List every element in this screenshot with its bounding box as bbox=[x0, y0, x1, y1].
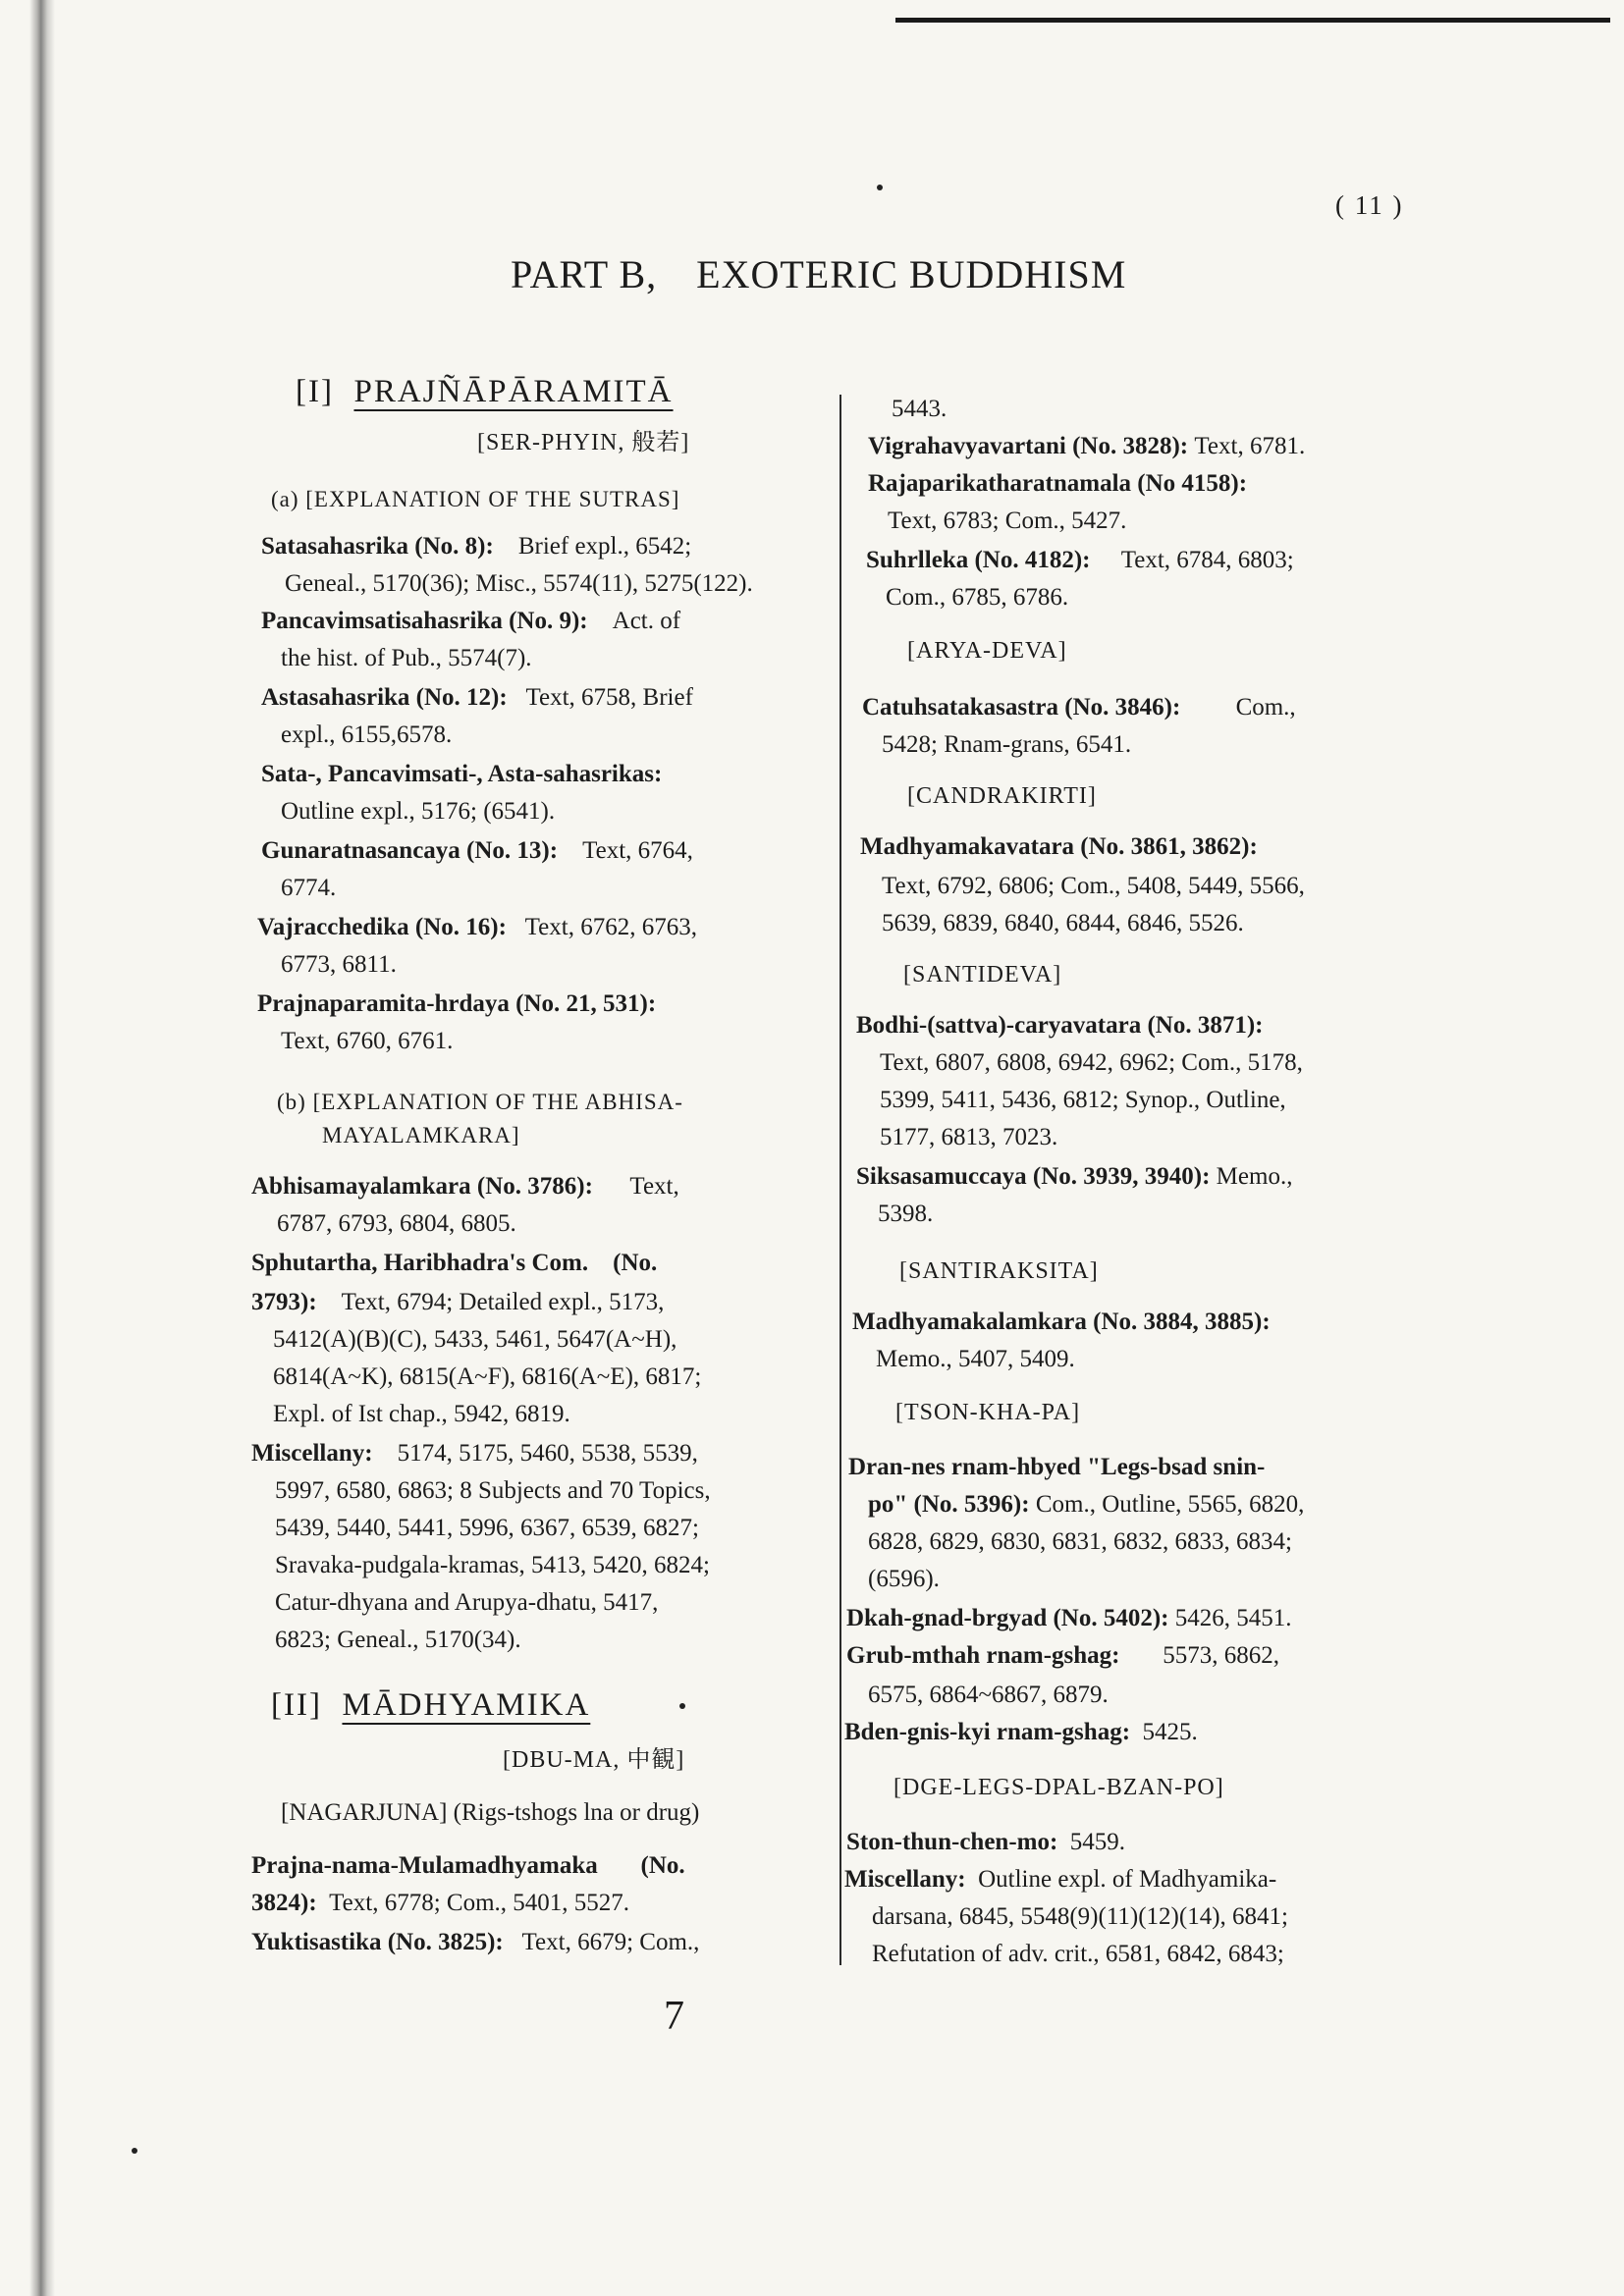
ink-speck bbox=[132, 2148, 137, 2154]
title-name: EXOTERIC BUDDHISM bbox=[696, 252, 1127, 296]
author-heading: [NAGARJUNA] (Rigs-tshogs lna or drug) bbox=[281, 1799, 700, 1826]
entry-line: 5177, 6813, 7023. bbox=[880, 1124, 1058, 1150]
entry-line: 6575, 6864~6867, 6879. bbox=[868, 1682, 1109, 1708]
entry-line: Refutation of adv. crit., 6581, 6842, 6843; bbox=[872, 1941, 1284, 1967]
entry-line: 5443. bbox=[892, 396, 947, 422]
ink-speck bbox=[877, 185, 883, 190]
entry-line: 5997, 6580, 6863; 8 Subjects and 70 Topics, bbox=[275, 1477, 711, 1504]
entry-line: Vajracchedika (No. 16): Text, 6762, 6763, bbox=[257, 914, 697, 940]
entry-line: 5639, 6839, 6840, 6844, 6846, 5526. bbox=[882, 910, 1244, 936]
author-heading: [SANTIRAKSITA] bbox=[899, 1258, 1099, 1284]
entry-line: Bodhi-(sattva)-caryavatara (No. 3871): bbox=[856, 1012, 1264, 1039]
entry-line: Catur-dhyana and Arupya-dhatu, 5417, bbox=[275, 1589, 659, 1616]
entry-line: Memo., 5407, 5409. bbox=[876, 1346, 1075, 1372]
entry-line: Vigrahavyavartani (No. 3828): Text, 6781. bbox=[868, 433, 1306, 459]
entry-line: Miscellany: 5174, 5175, 5460, 5538, 5539, bbox=[251, 1440, 698, 1467]
entry-line: Catuhsatakasastra (No. 3846): Com., bbox=[862, 694, 1296, 721]
author-heading: [SANTIDEVA] bbox=[903, 962, 1062, 988]
entry-line: Text, 6760, 6761. bbox=[281, 1028, 454, 1054]
entry-line: Satasahasrika (No. 8): Brief expl., 6542; bbox=[261, 533, 692, 560]
entry-line: Dkah-gnad-brgyad (No. 5402): 5426, 5451. bbox=[846, 1605, 1292, 1631]
top-rule bbox=[895, 18, 1610, 23]
entry-line: Text, 6783; Com., 5427. bbox=[888, 507, 1127, 534]
entry-line: Pancavimsatisahasrika (No. 9): Act. of bbox=[261, 608, 681, 634]
page-number: ( 11 ) bbox=[1335, 190, 1404, 220]
entry-line: Grub-mthah rnam-gshag: 5573, 6862, bbox=[846, 1642, 1279, 1669]
entry-line: Sphutartha, Haribhadra's Com. (No. bbox=[251, 1250, 658, 1276]
entry-line: Outline expl., 5176; (6541). bbox=[281, 798, 556, 825]
ink-speck bbox=[679, 1703, 685, 1709]
entry-line: 3824): Text, 6778; Com., 5401, 5527. bbox=[251, 1890, 630, 1916]
entry-line: Siksasamuccaya (No. 3939, 3940): Memo., bbox=[856, 1163, 1293, 1190]
entry-line: 6814(A~K), 6815(A~F), 6816(A~E), 6817; bbox=[273, 1363, 702, 1390]
entry-line: darsana, 6845, 5548(9)(11)(12)(14), 6841; bbox=[872, 1903, 1288, 1930]
entry-line: Suhrlleka (No. 4182): Text, 6784, 6803; bbox=[866, 547, 1294, 573]
entry-line: (6596). bbox=[868, 1566, 940, 1592]
entry-line: Com., 6785, 6786. bbox=[886, 584, 1069, 611]
entry-line: Text, 6807, 6808, 6942, 6962; Com., 5178, bbox=[880, 1049, 1303, 1076]
entry-line: po" (No. 5396): Com., Outline, 5565, 6820, bbox=[868, 1491, 1305, 1518]
entry-line: Prajna-nama-Mulamadhyamaka (No. bbox=[251, 1852, 685, 1879]
author-heading: [ARYA-DEVA] bbox=[907, 638, 1067, 664]
author-heading: [TSON-KHA-PA] bbox=[895, 1400, 1081, 1425]
entry-line: 6787, 6793, 6804, 6805. bbox=[277, 1210, 516, 1237]
entry-line: Miscellany: Outline expl. of Madhyamika- bbox=[844, 1866, 1277, 1893]
entry-line: Madhyamakalamkara (No. 3884, 3885): bbox=[852, 1308, 1271, 1335]
entry-line: Bden-gnis-kyi rnam-gshag: 5425. bbox=[844, 1719, 1198, 1745]
entry-line: Dran-nes rnam-hbyed "Legs-bsad snin- bbox=[848, 1454, 1266, 1480]
section-heading-i bbox=[296, 374, 674, 409]
entry-line: 6823; Geneal., 5170(34). bbox=[275, 1627, 521, 1653]
entry-line: 5412(A)(B)(C), 5433, 5461, 5647(A~H), bbox=[273, 1326, 677, 1353]
entry-line: Text, 6792, 6806; Com., 5408, 5449, 5566, bbox=[882, 873, 1305, 899]
entry-line: Yuktisastika (No. 3825): Text, 6679; Com., bbox=[251, 1929, 700, 1955]
entry-line: 5439, 5440, 5441, 5996, 6367, 6539, 6827; bbox=[275, 1515, 699, 1541]
column-divider bbox=[839, 395, 841, 1965]
section-title: PRAJÑĀPĀRAMITĀ bbox=[353, 374, 674, 409]
entry-line: expl., 6155,6578. bbox=[281, 721, 453, 748]
section-number: [I] bbox=[296, 374, 334, 409]
section-number: [II] bbox=[271, 1687, 322, 1723]
title-part: PART B, bbox=[511, 252, 658, 296]
scan-edge-shadow bbox=[29, 0, 55, 2296]
section-heading-ii bbox=[271, 1687, 591, 1723]
entry-line: Ston-thun-chen-mo: 5459. bbox=[846, 1829, 1126, 1855]
entry-line: Expl. of Ist chap., 5942, 6819. bbox=[273, 1401, 570, 1427]
entry-line: Gunaratnasancaya (No. 13): Text, 6764, bbox=[261, 837, 693, 864]
author-heading: [CANDRAKIRTI] bbox=[907, 783, 1097, 809]
section-tibetan: [DBU-MA, 中観] bbox=[503, 1747, 685, 1773]
entry-line: Geneal., 5170(36); Misc., 5574(11), 5275(122). bbox=[285, 570, 753, 597]
entry-line: Rajaparikatharatnamala (No 4158): bbox=[868, 470, 1248, 497]
entry-line: 6774. bbox=[281, 875, 337, 901]
handwritten-mark: 7 bbox=[664, 1994, 684, 2039]
page-title bbox=[511, 251, 1126, 297]
entry-line: Prajnaparamita-hrdaya (No. 21, 531): bbox=[257, 990, 657, 1017]
subsection-heading: MAYALAMKARA] bbox=[322, 1123, 520, 1148]
section-tibetan: [SER-PHYIN, 般若] bbox=[477, 430, 690, 455]
entry-line: Sata-, Pancavimsati-, Asta-sahasrikas: bbox=[261, 761, 663, 787]
entry-line: Abhisamayalamkara (No. 3786): Text, bbox=[251, 1173, 679, 1200]
subsection-heading: (b) [EXPLANATION OF THE ABHISA- bbox=[277, 1090, 683, 1114]
entry-line: 6773, 6811. bbox=[281, 951, 397, 978]
entry-line: Sravaka-pudgala-kramas, 5413, 5420, 6824; bbox=[275, 1552, 710, 1578]
subsection-heading: (a) [EXPLANATION OF THE SUTRAS] bbox=[271, 487, 680, 511]
entry-line: 5428; Rnam-grans, 6541. bbox=[882, 731, 1132, 758]
entry-line: 6828, 6829, 6830, 6831, 6832, 6833, 6834; bbox=[868, 1528, 1292, 1555]
entry-line: 5399, 5411, 5436, 6812; Synop., Outline, bbox=[880, 1087, 1286, 1113]
section-title: MĀDHYAMIKA bbox=[342, 1687, 591, 1723]
entry-line: Madhyamakavatara (No. 3861, 3862): bbox=[860, 833, 1258, 860]
entry-line: the hist. of Pub., 5574(7). bbox=[281, 645, 532, 671]
entry-line: 5398. bbox=[878, 1201, 934, 1227]
entry-line: 3793): Text, 6794; Detailed expl., 5173, bbox=[251, 1289, 665, 1315]
author-heading: [DGE-LEGS-DPAL-BZAN-PO] bbox=[893, 1775, 1224, 1800]
entry-line: Astasahasrika (No. 12): Text, 6758, Brief bbox=[261, 684, 693, 711]
